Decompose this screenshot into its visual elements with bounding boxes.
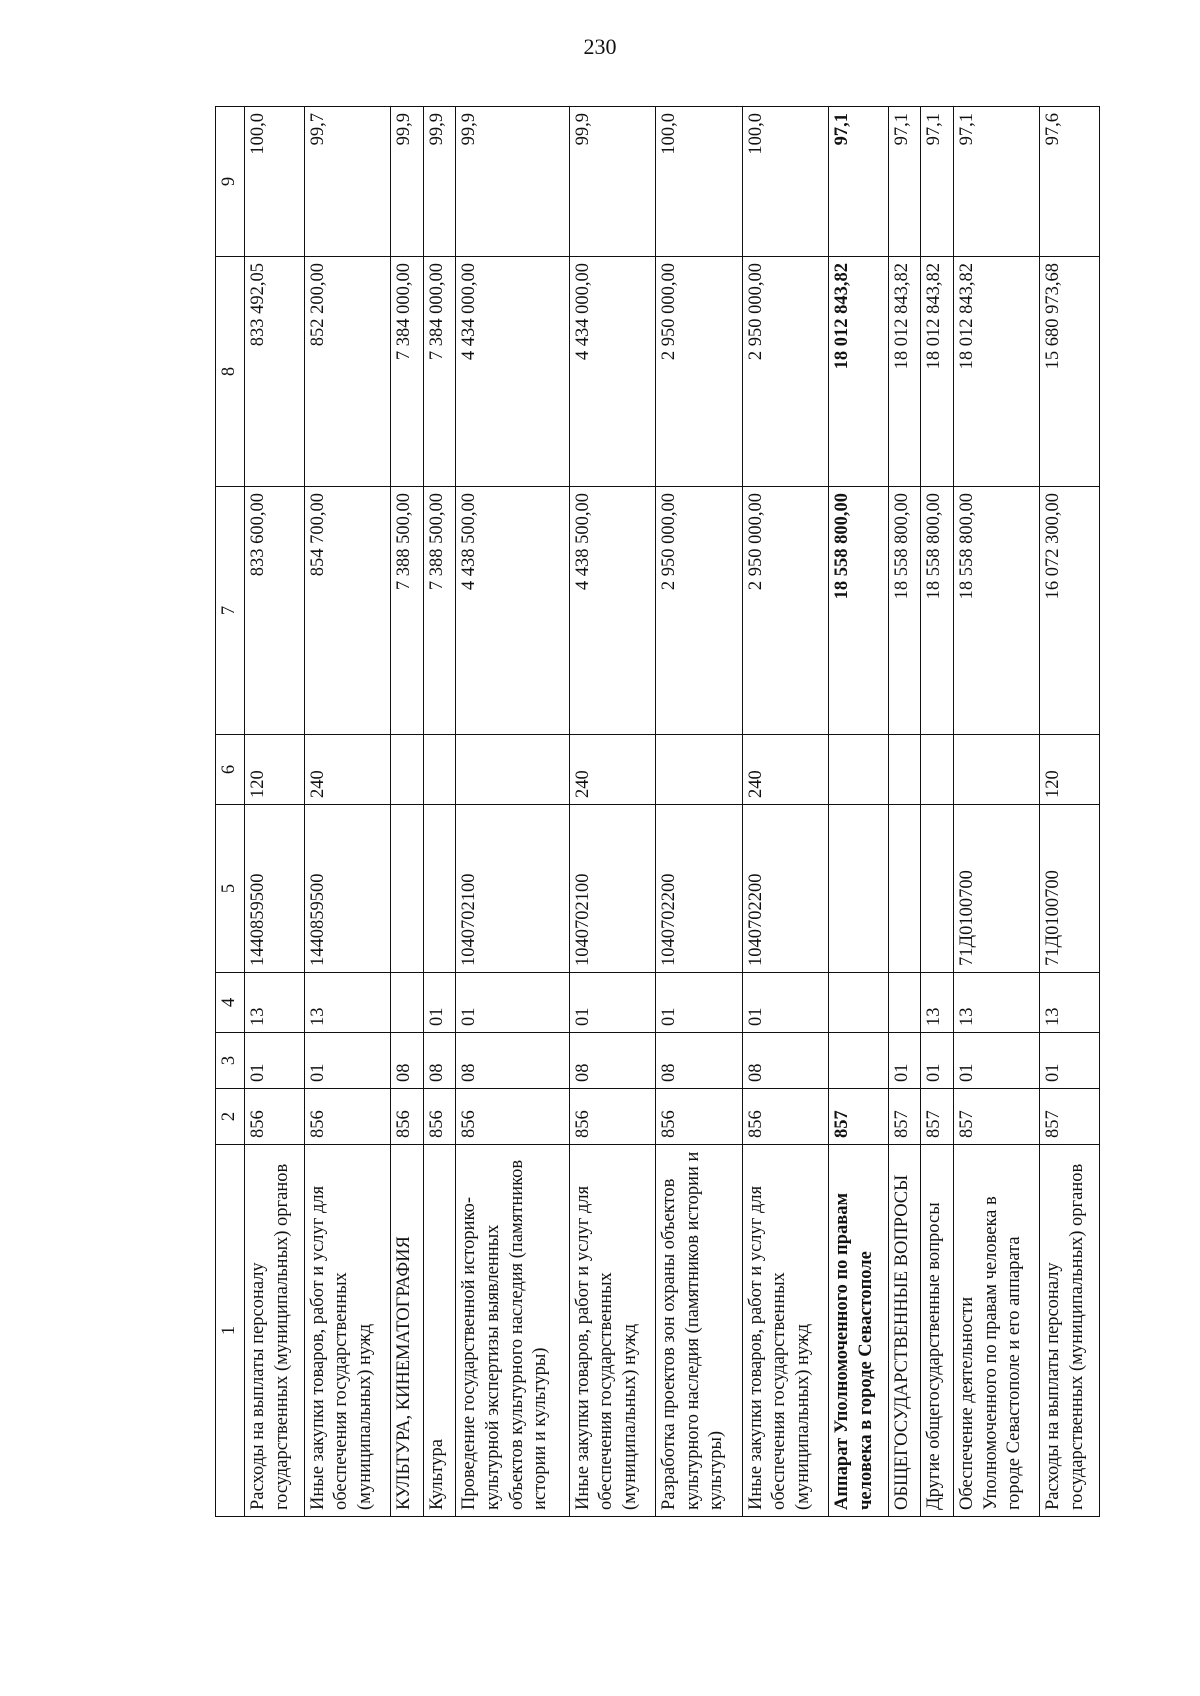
table-row [391, 107, 424, 1517]
description-cell: Культура [423, 1145, 456, 1517]
subsection-cell: 13 [304, 973, 390, 1033]
percent-cell: 97,1 [953, 107, 1039, 257]
table-row [953, 107, 1039, 1517]
chapter-cell: 856 [391, 1089, 424, 1145]
expense-type-cell [888, 735, 921, 805]
plan-amount-cell: 833 600,00 [245, 487, 305, 735]
table-row [829, 107, 889, 1517]
expense-type-cell: 240 [304, 735, 390, 805]
section-cell: 01 [245, 1033, 305, 1089]
description-cell: Расходы на выплаты персоналу государственных (муниципальных) органов [1040, 1145, 1100, 1517]
col-header-9: 9 [216, 107, 245, 257]
plan-amount-cell: 18 558 800,00 [888, 487, 921, 735]
subsection-cell: 01 [742, 973, 828, 1033]
plan-amount-cell: 854 700,00 [304, 487, 390, 735]
target-article-cell [391, 805, 424, 973]
chapter-cell: 857 [829, 1089, 889, 1145]
chapter-cell: 857 [921, 1089, 954, 1145]
section-cell: 01 [921, 1033, 954, 1089]
plan-amount-cell: 2 950 000,00 [742, 487, 828, 735]
expense-type-cell [921, 735, 954, 805]
subsection-cell: 01 [569, 973, 655, 1033]
table-row [888, 107, 921, 1517]
target-article-cell [921, 805, 954, 973]
subsection-cell: 01 [423, 973, 456, 1033]
table-row [569, 107, 655, 1517]
percent-cell: 100,0 [656, 107, 742, 257]
expense-type-cell [423, 735, 456, 805]
plan-amount-cell: 7 388 500,00 [391, 487, 424, 735]
actual-amount-cell: 2 950 000,00 [742, 257, 828, 487]
col-header-7: 7 [216, 487, 245, 735]
col-header-2: 2 [216, 1089, 245, 1145]
description-cell: Аппарат Уполномоченного по правам человека в городе Севастополе [829, 1145, 889, 1517]
target-article-cell: 1040702100 [569, 805, 655, 973]
target-article-cell [888, 805, 921, 973]
chapter-cell: 857 [888, 1089, 921, 1145]
plan-amount-cell: 16 072 300,00 [1040, 487, 1100, 735]
col-header-5: 5 [216, 805, 245, 973]
expense-type-cell: 120 [1040, 735, 1100, 805]
table-row [656, 107, 742, 1517]
subsection-cell: 13 [921, 973, 954, 1033]
section-cell: 01 [888, 1033, 921, 1089]
actual-amount-cell: 15 680 973,68 [1040, 257, 1100, 487]
chapter-cell: 856 [656, 1089, 742, 1145]
section-cell: 08 [742, 1033, 828, 1089]
target-article-cell [423, 805, 456, 973]
description-cell: Иные закупки товаров, работ и услуг для обеспечения государственных (муниципальных) нужд [742, 1145, 828, 1517]
table-row [304, 107, 390, 1517]
expense-type-cell: 240 [569, 735, 655, 805]
expense-type-cell [656, 735, 742, 805]
table-row [245, 107, 305, 1517]
col-header-6: 6 [216, 735, 245, 805]
actual-amount-cell: 4 434 000,00 [569, 257, 655, 487]
percent-cell: 100,0 [245, 107, 305, 257]
percent-cell: 97,1 [888, 107, 921, 257]
section-cell: 08 [656, 1033, 742, 1089]
plan-amount-cell: 4 438 500,00 [569, 487, 655, 735]
plan-amount-cell: 18 558 800,00 [921, 487, 954, 735]
plan-amount-cell: 18 558 800,00 [829, 487, 889, 735]
chapter-cell: 857 [1040, 1089, 1100, 1145]
description-cell: КУЛЬТУРА, КИНЕМАТОГРАФИЯ [391, 1145, 424, 1517]
subsection-cell: 01 [656, 973, 742, 1033]
expense-type-cell [456, 735, 569, 805]
subsection-cell [829, 973, 889, 1033]
target-article-cell: 71Д0100700 [1040, 805, 1100, 973]
actual-amount-cell: 18 012 843,82 [921, 257, 954, 487]
table-row [423, 107, 456, 1517]
expense-type-cell [829, 735, 889, 805]
actual-amount-cell: 7 384 000,00 [391, 257, 424, 487]
table-row [921, 107, 954, 1517]
chapter-cell: 856 [245, 1089, 305, 1145]
target-article-cell: 1040702200 [656, 805, 742, 973]
description-cell: Проведение государственной историко-культурной экспертизы выявленных объектов культурного наследия (памятников истории и культуры) [456, 1145, 569, 1517]
actual-amount-cell: 852 200,00 [304, 257, 390, 487]
description-cell: Обеспечение деятельности Уполномоченного по правам человека в городе Севастополе и его аппарата [953, 1145, 1039, 1517]
table-row [456, 107, 569, 1517]
expense-type-cell [391, 735, 424, 805]
chapter-cell: 856 [742, 1089, 828, 1145]
budget-table [215, 106, 1100, 1517]
subsection-cell: 13 [953, 973, 1039, 1033]
expense-type-cell: 120 [245, 735, 305, 805]
percent-cell: 99,9 [423, 107, 456, 257]
section-cell: 01 [1040, 1033, 1100, 1089]
plan-amount-cell: 4 438 500,00 [456, 487, 569, 735]
section-cell: 01 [953, 1033, 1039, 1089]
chapter-cell: 856 [423, 1089, 456, 1145]
col-header-4: 4 [216, 973, 245, 1033]
percent-cell: 100,0 [742, 107, 828, 257]
plan-amount-cell: 18 558 800,00 [953, 487, 1039, 735]
target-article-cell [829, 805, 889, 973]
section-cell: 08 [569, 1033, 655, 1089]
section-cell: 08 [391, 1033, 424, 1089]
target-article-cell: 1440859500 [245, 805, 305, 973]
plan-amount-cell: 7 388 500,00 [423, 487, 456, 735]
actual-amount-cell: 833 492,05 [245, 257, 305, 487]
percent-cell: 99,7 [304, 107, 390, 257]
percent-cell: 97,6 [1040, 107, 1100, 257]
subsection-cell: 01 [456, 973, 569, 1033]
subsection-cell [888, 973, 921, 1033]
header-row [216, 107, 245, 1517]
target-article-cell: 1440859500 [304, 805, 390, 973]
table-container [215, 107, 1100, 1517]
table-row [1040, 107, 1100, 1517]
target-article-cell: 1040702200 [742, 805, 828, 973]
expense-type-cell [953, 735, 1039, 805]
section-cell: 08 [423, 1033, 456, 1089]
subsection-cell: 13 [1040, 973, 1100, 1033]
section-cell: 08 [456, 1033, 569, 1089]
actual-amount-cell: 18 012 843,82 [953, 257, 1039, 487]
page-number: 230 [583, 34, 617, 59]
percent-cell: 97,1 [921, 107, 954, 257]
description-cell: ОБЩЕГОСУДАРСТВЕННЫЕ ВОПРОСЫ [888, 1145, 921, 1517]
percent-cell: 99,9 [391, 107, 424, 257]
col-header-8: 8 [216, 257, 245, 487]
percent-cell: 99,9 [569, 107, 655, 257]
description-cell: Разработка проектов зон охраны объектов культурного наследия (памятников истории и культуры) [656, 1145, 742, 1517]
subsection-cell [391, 973, 424, 1033]
chapter-cell: 856 [304, 1089, 390, 1145]
actual-amount-cell: 7 384 000,00 [423, 257, 456, 487]
chapter-cell: 857 [953, 1089, 1039, 1145]
col-header-3: 3 [216, 1033, 245, 1089]
plan-amount-cell: 2 950 000,00 [656, 487, 742, 735]
percent-cell: 99,9 [456, 107, 569, 257]
chapter-cell: 856 [456, 1089, 569, 1145]
actual-amount-cell: 4 434 000,00 [456, 257, 569, 487]
col-header-1: 1 [216, 1145, 245, 1517]
table-body [245, 107, 1100, 1517]
expense-type-cell: 240 [742, 735, 828, 805]
table-row [742, 107, 828, 1517]
target-article-cell: 1040702100 [456, 805, 569, 973]
description-cell: Иные закупки товаров, работ и услуг для обеспечения государственных (муниципальных) нужд [304, 1145, 390, 1517]
description-cell: Расходы на выплаты персоналу государственных (муниципальных) органов [245, 1145, 305, 1517]
section-cell [829, 1033, 889, 1089]
description-cell: Иные закупки товаров, работ и услуг для обеспечения государственных (муниципальных) нужд [569, 1145, 655, 1517]
subsection-cell: 13 [245, 973, 305, 1033]
chapter-cell: 856 [569, 1089, 655, 1145]
description-cell: Другие общегосударственные вопросы [921, 1145, 954, 1517]
actual-amount-cell: 18 012 843,82 [888, 257, 921, 487]
actual-amount-cell: 18 012 843,82 [829, 257, 889, 487]
section-cell: 01 [304, 1033, 390, 1089]
target-article-cell: 71Д0100700 [953, 805, 1039, 973]
actual-amount-cell: 2 950 000,00 [656, 257, 742, 487]
percent-cell: 97,1 [829, 107, 889, 257]
